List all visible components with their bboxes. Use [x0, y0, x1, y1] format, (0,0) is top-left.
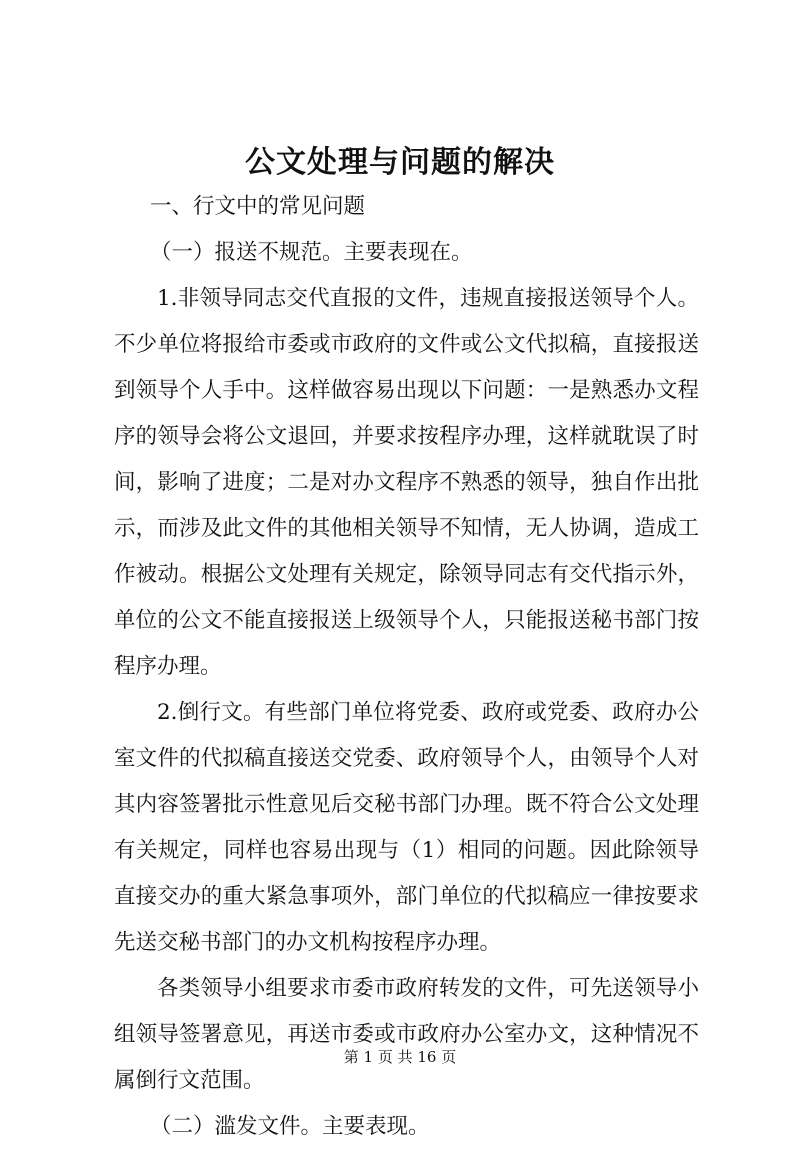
section-heading: 一、行文中的常见问题	[150, 194, 366, 219]
paragraph-3: 各类领导小组要求市委市政府转发的文件，可先送领导小组领导签署意见，再送市委或市政府办公室办文，这种情况不属倒行文范围。	[114, 976, 699, 1093]
paragraph-2: 2.倒行文。有些部门单位将党委、政府或党委、政府办公室文件的代拟稿直接送交党委、政府领导个人，由领导个人对其内容签署批示性意见后交秘书部门办理。既不符合公文处理有关规定，同样也容易出现与（1）相同的问题。因此除领导直接交办的重大紧急事项外，部门单位的代拟稿应一律按要求先送交秘书部门的办文机构按程序办理。	[114, 700, 699, 955]
subsection-heading-2: （二）滥发文件。主要表现。	[150, 1114, 430, 1139]
document-body	[114, 184, 699, 1150]
document-title: 公文处理与问题的解决	[245, 145, 555, 180]
paragraph-1: 1.非领导同志交代直报的文件，违规直接报送领导个人。不少单位将报给市委或市政府的文件或公文代拟稿，直接报送到领导个人手中。这样做容易出现以下问题：一是熟悉办文程序的领导会将公文退回，并要求按程序办理，这样就耽误了时间，影响了进度；二是对办文程序不熟悉的领导，独自作出批示，而涉及此文件的其他相关领导不知情，无人协调，造成工作被动。根据公文处理有关规定，除领导同志有交代指示外，单位的公文不能直接报送上级领导个人，只能报送秘书部门按程序办理。	[114, 286, 699, 679]
page-number: 第 1 页 共 16 页	[343, 1048, 457, 1066]
subsection-heading: （一）报送不规范。主要表现在。	[150, 240, 473, 265]
